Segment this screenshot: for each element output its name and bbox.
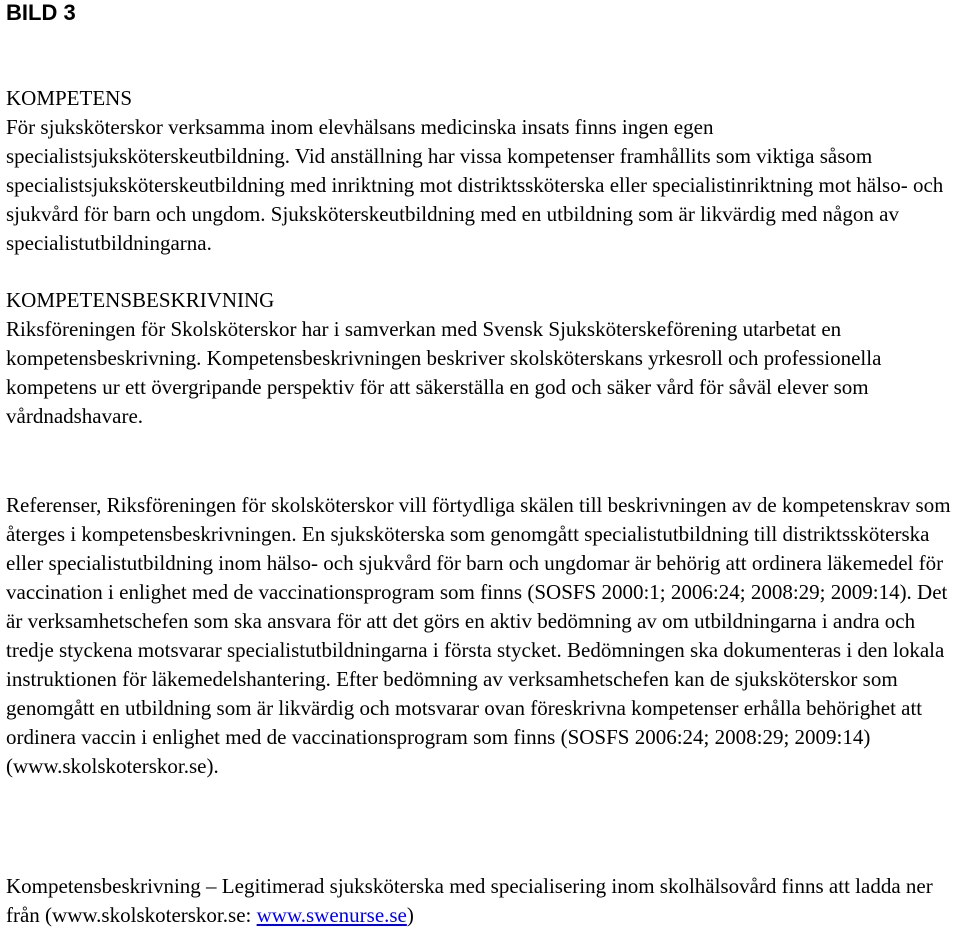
paragraph-footer: [6, 872, 954, 930]
section-heading-kompetens: KOMPETENS: [6, 86, 133, 110]
footer-text: Kompetensbeskrivning – Legitimerad sjuksköterska med specialisering inom skolhälsovård finns att ladda ner från (www.skolskoterskor.se:: [6, 874, 933, 927]
section-kompetensbeskrivning: [6, 286, 954, 431]
paragraph-referenser: Referenser, Riksföreningen för skolsköterskor vill förtydliga skälen till beskrivningen av de kompetenskrav som återges i kompetensbeskrivningen. En sjuksköterska som genomgått specialistutbildning till distriktssköterska eller specialistutbildning inom hälso- och sjukvård för barn och ungdomar är behörig att ordinera läkemedel för vaccination i enlighet med de vaccinationsprogram som finns (SOSFS 2000:1; 2006:24; 2008:29; 2009:14). Det är verksamhetschefen som ska ansvara för att det görs en aktiv bedömning av om utbildningarna i andra och tredje styckena motsvarar specialistutbildningarna i första stycket. Bedömningen ska dokumenteras i den lokala instruktionen för läkemedelshantering. Efter bedömning av verksamhetschefen kan de sjuksköterskor som genomgått en utbildning som är likvärdig och motsvarar ovan föreskrivna kompetenser erhålla behörighet att ordinera vaccin i enlighet med de vaccinationsprogram som finns (SOSFS 2006:24; 2008:29; 2009:14) (www.skolskoterskor.se).: [6, 493, 951, 778]
swenurse-link[interactable]: www.swenurse.se: [256, 903, 407, 927]
paragraph-kompetensbeskrivning: Riksföreningen för Skolsköterskor har i samverkan med Svensk Sjuksköterskeförening utarbetat en kompetensbeskrivning. Kompetensbeskrivningen beskriver skolsköterskans yrkesroll och professionella kompetens ur ett övergripande perspektiv för att säkerställa en god och säker vård för såväl elever som vårdnadshavare.: [6, 317, 882, 428]
section-kompetens: [6, 84, 954, 258]
footer-text-end: ): [406, 903, 414, 927]
section-heading-kompetensbeskrivning: KOMPETENSBESKRIVNING: [6, 288, 275, 312]
section-footer: [6, 872, 954, 930]
paragraph-kompetens: För sjuksköterskor verksamma inom elevhälsans medicinska insats finns ingen egen specialistsjuksköterskeutbildning. Vid anställning har vissa kompetenser framhållits som viktiga såsom specialistsjuksköterskeutbildning med inriktning mot distriktssköterska eller specialistinriktning mot hälso- och sjukvård för barn och ungdom. Sjuksköterskeutbildning med en utbildning som är likvärdig med någon av specialistutbildningarna.: [6, 115, 944, 255]
section-referenser: [6, 491, 954, 781]
bild-title: BILD 3: [6, 0, 76, 25]
